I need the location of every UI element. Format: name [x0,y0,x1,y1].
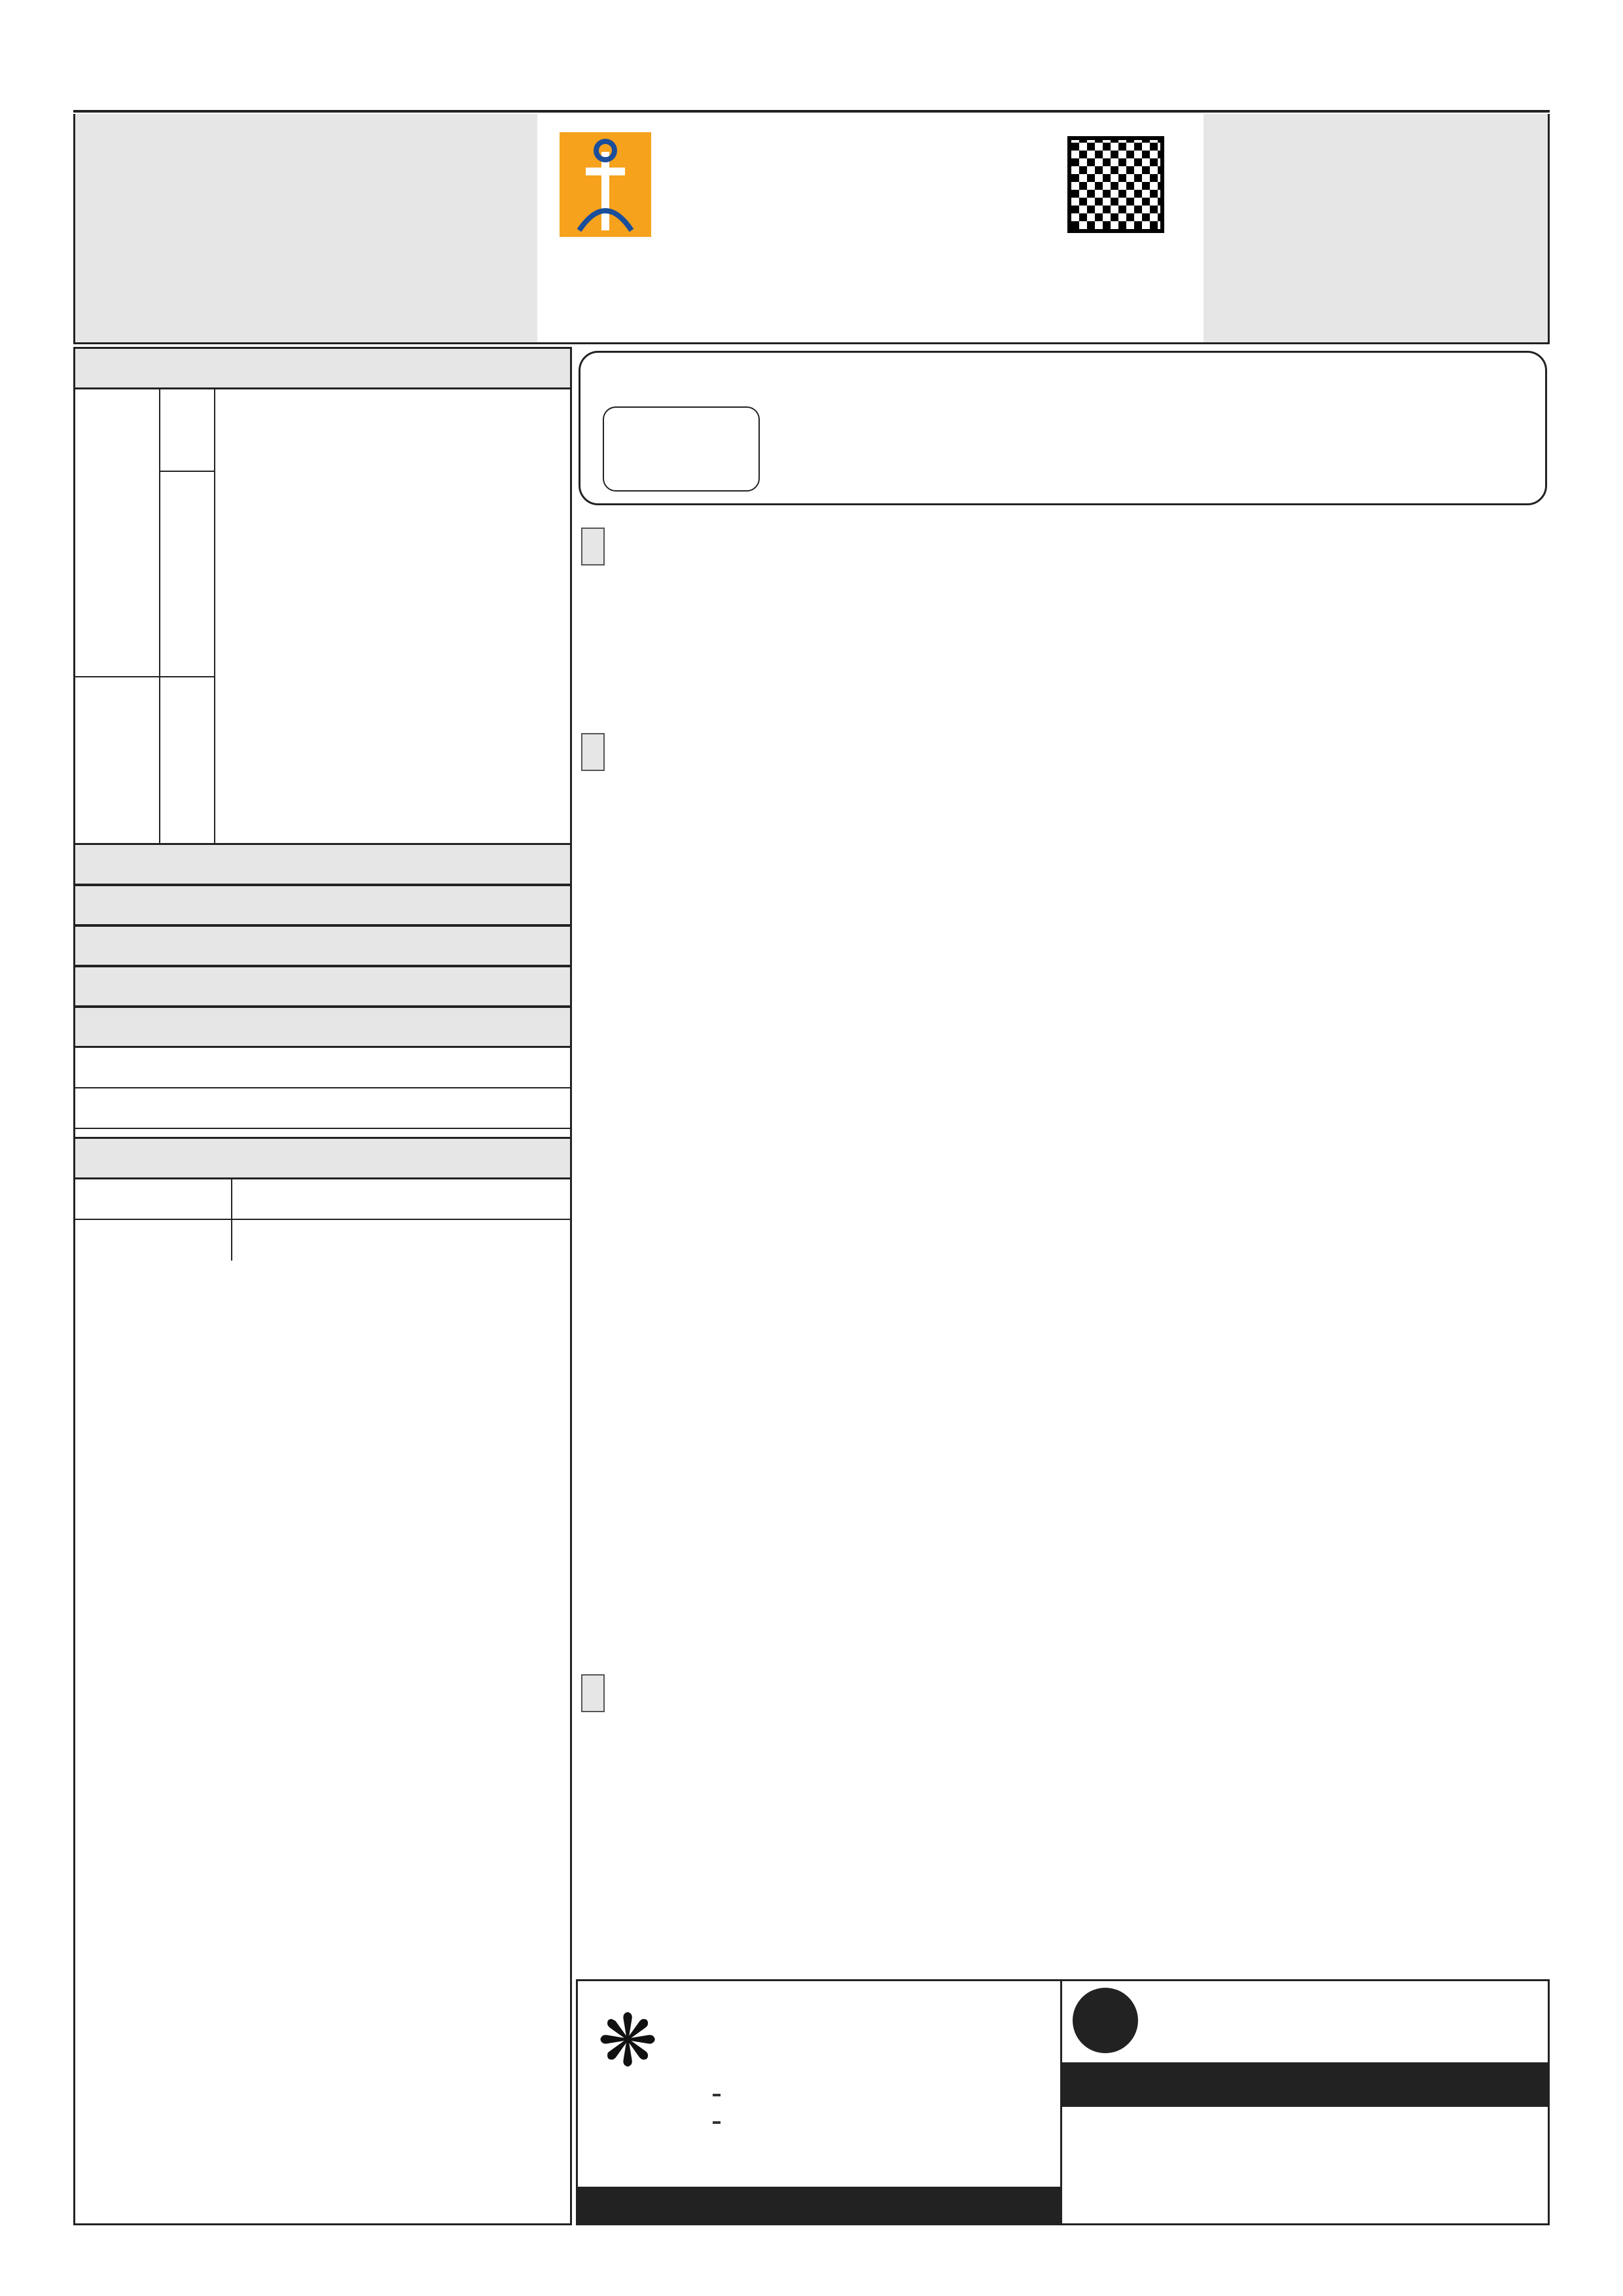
left-column [73,347,572,2225]
masthead [73,114,1550,344]
autopay-account [75,1088,570,1129]
ad-area [576,1979,1550,2225]
focus-label [603,406,760,492]
eye-clinic-footer [578,2187,1060,2223]
offering-tag [581,1674,605,1712]
right-column [576,347,1550,1977]
july-row [75,1179,570,1220]
sunday-mass-label [75,389,159,677]
july-service-title [75,1139,570,1179]
contribution-title [75,967,570,1007]
eye-clinic-ad [578,1981,1062,2223]
tag-badge [713,2121,721,2124]
snowflake-icon: ❋ [597,1999,658,2083]
church-title-block [537,114,1204,342]
weekday-mass-label [75,677,159,843]
mass-times-table [75,389,570,845]
events-tag [581,733,605,771]
sunday-label [160,472,214,677]
dental-band [1062,2062,1548,2107]
dental-clinic-ad [1062,1981,1548,2223]
autopay-note [75,1129,570,1139]
autopay-title [75,1007,570,1048]
devotion-title [75,845,570,886]
servers-title [75,926,570,967]
autopay-account [75,1048,570,1088]
phone-list [1204,114,1548,342]
july-row [75,1220,570,1261]
saturday-label [160,389,214,472]
focus-box [579,351,1547,505]
dental-logo-icon [1073,1988,1138,2053]
leaders-list [75,114,537,342]
qr-code-icon [1067,136,1164,233]
tag-badge [713,2094,721,2096]
church-logo-icon [560,132,651,237]
top-bar [73,65,1550,113]
mass-times-title [75,349,570,389]
liturgy-tag [581,528,605,565]
catechism-title [75,886,570,926]
